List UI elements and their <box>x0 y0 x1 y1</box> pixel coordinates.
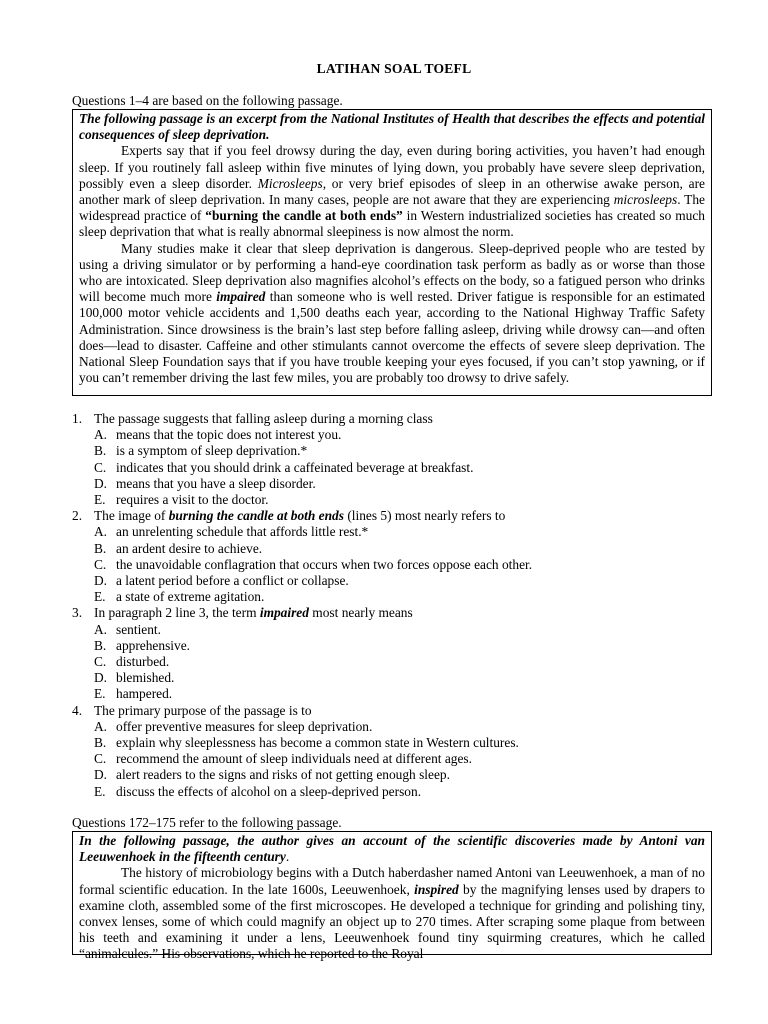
question-1 <box>72 411 716 508</box>
answer-option: E. discuss the effects of alcohol on a sleep-deprived person. <box>94 783 422 799</box>
passage1-lead: The following passage is an excerpt from the National Institutes of Health that describes the effects and potential consequences of sleep deprivation. <box>79 111 705 143</box>
page-title: LATIHAN SOAL TOEFL <box>316 61 472 76</box>
answer-option: D. alert readers to the signs and risks of not getting enough sleep. <box>94 767 450 783</box>
passage-box-2 <box>72 831 712 962</box>
question-list <box>72 411 716 800</box>
answer-option: A. means that the topic does not interest you. <box>94 427 342 443</box>
question-stem: 3. In paragraph 2 line 3, the term impaired most nearly means <box>72 605 413 621</box>
passage2-paragraph-1: The history of microbiology begins with a Dutch haberdasher named Antoni van Leeuwenhoek, a man of no formal scientific education. In the late 1600s, Leeuwenhoek, inspired by the magnifying lenses used by drapers to examine cloth, assembled some of the first microscopes. He developed a technique for grinding and polishing tiny, convex lenses, some of which could magnify an object up to 270 times. After scraping some plaque from between his teeth and examining it under a lens, Leeuwenhoek found tiny squirming creatures, which he called “animalcules.” His observations, which he reported to the Royal <box>79 865 705 962</box>
answer-option: E. a state of extreme agitation. <box>94 589 265 605</box>
answer-option: C. indicates that you should drink a caffeinated beverage at breakfast. <box>94 459 474 475</box>
answer-option: A. sentient. <box>94 621 161 637</box>
answer-option: B. an ardent desire to achieve. <box>94 540 263 556</box>
question-stem: 4. The primary purpose of the passage is to <box>72 702 312 718</box>
passage1-paragraph-1: Experts say that if you feel drowsy during the day, even during boring activities, you haven’t had enough sleep. If you routinely fall asleep within five minutes of lying down, you probably have severe sleep deprivation, possibly even a sleep disorder. Microsleeps, or very brief episodes of sleep in an otherwise awake person, are another mark of sleep deprivation. In many cases, people are not aware that they are experiencing microsleeps. The widespread practice of “burning the candle at both ends” in Western industrialized societies has created so much sleep deprivation that what is really abnormal sleepiness is now almost the norm. <box>79 143 706 240</box>
section2-intro: Questions 172–175 refer to the following passage. <box>72 815 342 830</box>
question-3 <box>72 605 716 702</box>
answer-option: B. explain why sleeplessness has become a common state in Western cultures. <box>94 735 519 751</box>
answer-option: A. offer preventive measures for sleep deprivation. <box>94 718 373 734</box>
question-4 <box>72 703 716 800</box>
answer-option: D. a latent period before a conflict or collapse. <box>94 573 349 589</box>
answer-option: C. disturbed. <box>94 654 170 670</box>
section1-intro: Questions 1–4 are based on the following passage. <box>72 93 343 108</box>
answer-option: E. hampered. <box>94 686 173 702</box>
question-2 <box>72 508 716 605</box>
passage2-lead: In the following passage, the author gives an account of the scientific discoveries made by Antoni van Leeuwenhoek in the fifteenth century. <box>79 833 705 865</box>
answer-option: B. is a symptom of sleep deprivation.* <box>94 443 308 459</box>
passage1-paragraph-2: Many studies make it clear that sleep deprivation is dangerous. Sleep-deprived people who are tested by using a driving simulator or by performing a hand-eye coordination task perform as badly as or worse than those who are intoxicated. Sleep deprivation also magnifies alcohol’s effects on the body, so a fatigued person who drinks will become much more impaired than someone who is well rested. Driver fatigue is responsible for an estimated 100,000 motor vehicle accidents and 1,500 deaths each year, according to the National Highway Traffic Safety Administration. Since drowsiness is the brain’s last step before falling asleep, driving while drowsy can—and often does—lead to disaster. Caffeine and other stimulants cannot overcome the effects of severe sleep deprivation. The National Sleep Foundation says that if you have trouble keeping your eyes focused, if you can’t stop yawning, or if you can’t remember driving the last few miles, you are probably too drowsy to drive safely. <box>79 240 705 386</box>
answer-option: D. means that you have a sleep disorder. <box>94 475 316 491</box>
answer-option: E. requires a visit to the doctor. <box>94 492 269 508</box>
passage-box-1 <box>72 109 712 396</box>
answer-option: D. blemished. <box>94 670 175 686</box>
question-stem: 1. The passage suggests that falling asleep during a morning class <box>72 411 433 426</box>
question-stem: 2. The image of burning the candle at both ends (lines 5) most nearly refers to <box>72 508 506 524</box>
answer-option: B. apprehensive. <box>94 637 190 653</box>
answer-option: C. the unavoidable conflagration that occurs when two forces oppose each other. <box>94 556 533 572</box>
answer-option: C. recommend the amount of sleep individuals need at different ages. <box>94 751 472 767</box>
answer-option: A. an unrelenting schedule that affords little rest.* <box>94 524 369 540</box>
